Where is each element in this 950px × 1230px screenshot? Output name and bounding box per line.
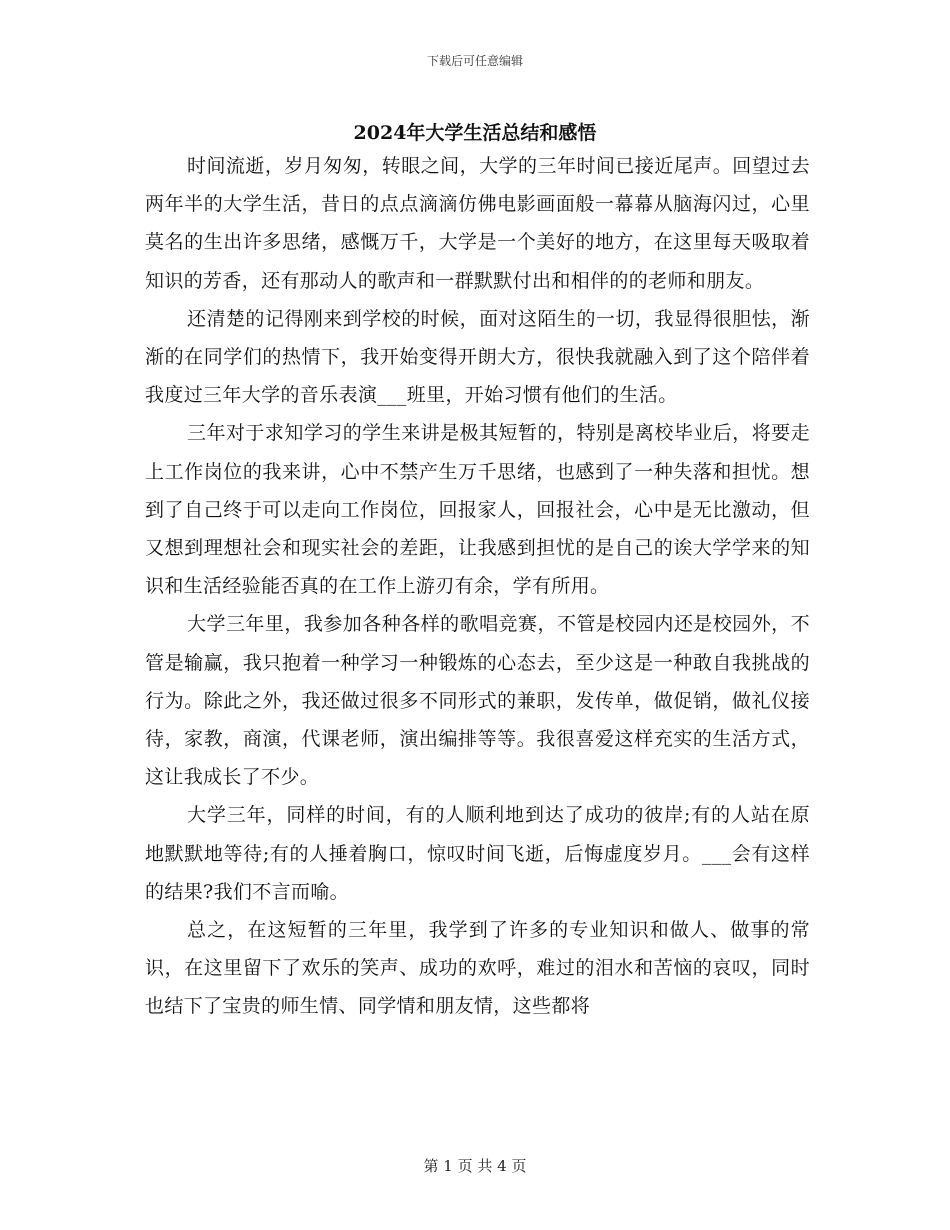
page-footer: 第 1 页 共 4 页	[423, 1157, 527, 1175]
paragraph-3: 三年对于求知学习的学生来讲是极其短暂的，特别是离校毕业后，将要走上工作岗位的我来讲，心中不禁产生万千思绪，也感到了一种失落和担忧。想到了自己终于可以走向工作岗位，回报家人，回报社会，心中是无比激动，但又想到理想社会和现实社会的差距，让我感到担忧的是自己的诶大学学来的知识和生活经验能否真的在工作上游刃有余，学有所用。	[145, 422, 810, 598]
paragraph-1: 时间流逝，岁月匆匆，转眼之间，大学的三年时间已接近尾声。回望过去两年半的大学生活，昔日的点点滴滴仿佛电影画面般一幕幕从脑海闪过，心里莫名的生出许多思绪，感慨万千，大学是一个美好的地方，在这里每天吸取着知识的芳香，还有那动人的歌声和一群默默付出和相伴的的老师和朋友。	[145, 155, 810, 292]
paragraph-2: 还清楚的记得刚来到学校的时候，面对这陌生的一切，我显得很胆怯，渐渐的在同学们的热情下，我开始变得开朗大方，很快我就融入到了这个陪伴着我度过三年大学的音乐表演___班里，开始习惯有他们的生活。	[145, 307, 810, 407]
paragraph-4: 大学三年里，我参加各种各样的歌唱竞赛，不管是校园内还是校园外，不管是输赢，我只抱着一种学习一种锻炼的心态去，至少这是一种敢自我挑战的行为。除此之外，我还做过很多不同形式的兼职，发传单，做促销，做礼仪接待，家教，商演，代课老师，演出编排等等。我很喜爱这样充实的生活方式，这让我成长了不少。	[145, 613, 810, 789]
header-note: 下载后可任意编辑	[426, 54, 523, 68]
paragraph-5: 大学三年，同样的时间，有的人顺利地到达了成功的彼岸;有的人站在原地默默地等待;有的人捶着胸口，惊叹时间飞逝，后悔虚度岁月。___会有这样的结果?我们不言而喻。	[145, 804, 810, 903]
paragraph-6: 总之，在这短暂的三年里，我学到了许多的专业知识和做人、做事的常识，在这里留下了欢乐的笑声、成功的欢呼，难过的泪水和苦恼的哀叹，同时也结下了宝贵的师生情、同学情和朋友情，这些都将	[145, 919, 810, 1018]
document-title: 2024年大学生活总结和感悟	[353, 122, 597, 144]
document-body	[145, 147, 810, 1026]
